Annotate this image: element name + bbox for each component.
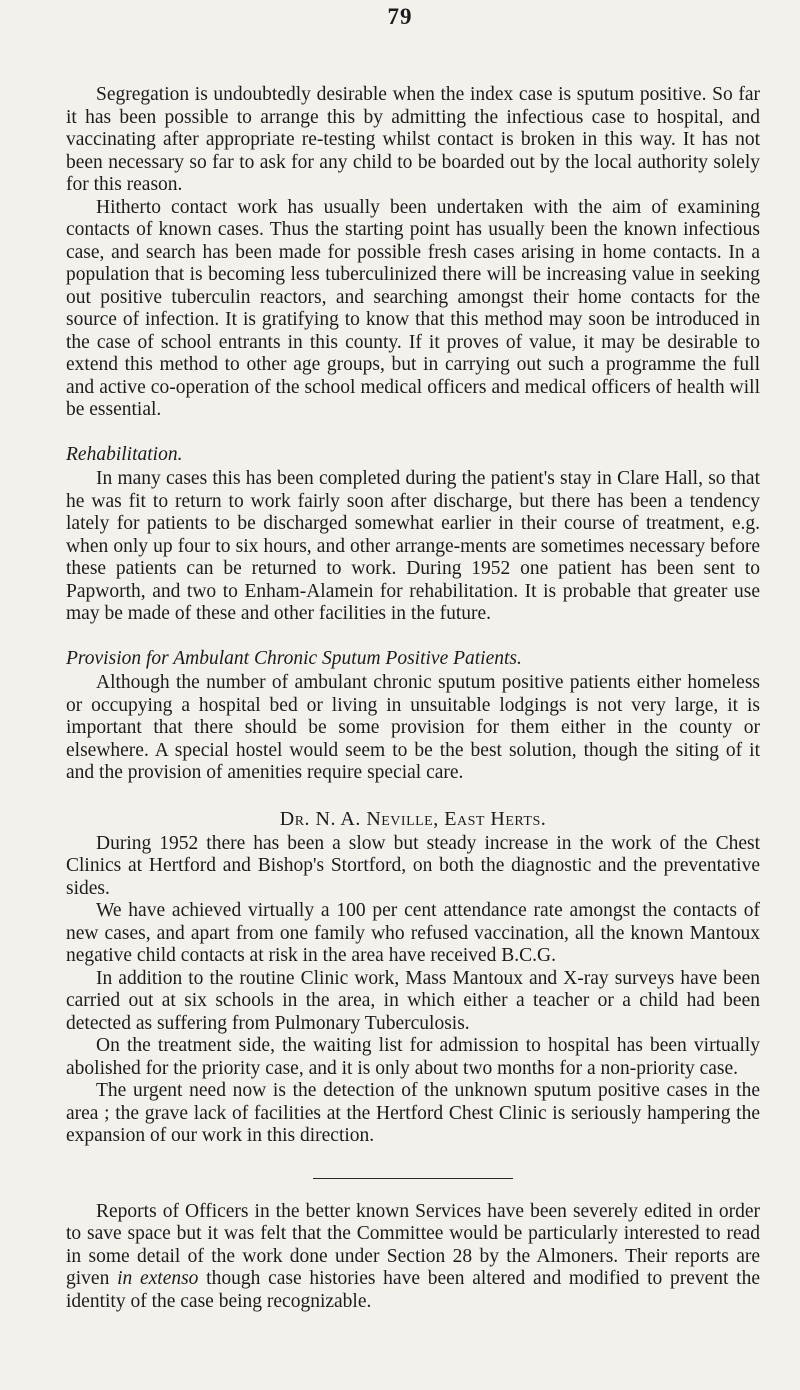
paragraph-segregation: Segregation is undoubtedly desirable when the index case is sputum positive. So far it has been possible to arrange this by admitting the infectious case to hospital, and vaccinating after appropriate re-testing whilst contact is broken in this way. It has not been necessary so far to ask for any child to be boarded out by the local authority solely for this reason.: [66, 84, 760, 195]
paragraph-closing: [66, 1201, 760, 1314]
heading-provision: Provision for Ambulant Chronic Sputum Positive Patients.: [66, 647, 522, 669]
paragraph-rehabilitation: In many cases this has been completed during the patient's stay in Clare Hall, so that he was fit to return to work fairly soon after discharge, but there has been a tendency lately for patients to be discharged somewhat earlier in their course of treatment, e.g. when only up four to six hours, and other arrange-ments are sometimes necessary before these patients can be returned to work. During 1952 one patient has been sent to Papworth, and two to Enham-Alamein for rehabilitation. It is probable that greater use may be made of these and other facilities in the future.: [66, 468, 760, 624]
closing-text-italic: in extenso: [117, 1268, 199, 1289]
paragraph-neville-3: In addition to the routine Clinic work, Mass Mantoux and X-ray surveys have been carried out at six schools in the area, in which either a teacher or a child had been detected as suffering from Pulmonary Tuberculosis.: [66, 967, 760, 1034]
heading-rehabilitation: Rehabilitation.: [66, 443, 183, 465]
body-text: [66, 84, 760, 1313]
page-number: 79: [387, 4, 413, 29]
paragraph-neville-5: The urgent need now is the detection of the unknown sputum positive cases in the area ; the grave lack of facilities at the Hertford Chest Clinic is seriously hampering the expansion of our work in this direction.: [66, 1080, 760, 1146]
heading-neville: Dr. N. A. Neville, East Herts.: [279, 807, 547, 830]
closing-text-after: though case histories have been altered and modified to prevent the identity of the case being recognizable.: [66, 1268, 760, 1312]
section-divider: [313, 1178, 513, 1179]
paragraph-neville-1: During 1952 there has been a slow but steady increase in the work of the Chest Clinics at Hertford and Bishop's Stortford, on both the diagnostic and the preventative sides.: [66, 832, 760, 899]
closing-text-before: Reports of Officers in the better known Services have been severely edited in order to save space but it was felt that the Committee would be particularly interested to read in some detail of the work done under Section 28 by the Almoners. Their reports are given: [66, 1200, 760, 1289]
paragraph-neville-4: On the treatment side, the waiting list for admission to hospital has been virtually abolished for the priority case, and it is only about two months for a non-priority case.: [66, 1035, 760, 1079]
paragraph-neville-2: We have achieved virtually a 100 per cent attendance rate amongst the contacts of new cases, and apart from one family who refused vaccination, all the known Mantoux negative child contacts at risk in the area have received B.C.G.: [66, 900, 760, 966]
paragraph-contact-work: Hitherto contact work has usually been undertaken with the aim of examining contacts of known cases. Thus the starting point has usually been the known infectious case, and search has been made for possible fresh cases arising in home contacts. In a population that is becoming less tuberculinized there will be increasing value in seeking out positive tuberculin reactors, and searching amongst their home contacts for the source of infection. It is gratifying to know that this method may soon be introduced in the case of school entrants in this county. If it proves of value, it may be desirable to extend this method to other age groups, but in carrying out such a programme the full and active co-operation of the school medical officers and medical officers of health will be essential.: [66, 196, 760, 420]
paragraph-provision: Although the number of ambulant chronic sputum positive patients either homeless or occupying a hospital bed or living in unsuitable lodgings is not very large, it is important that there should be some provision for them either in the county or elsewhere. A special hostel would seem to be the best solution, though the siting of it and the provision of amenities require special care.: [66, 672, 760, 783]
